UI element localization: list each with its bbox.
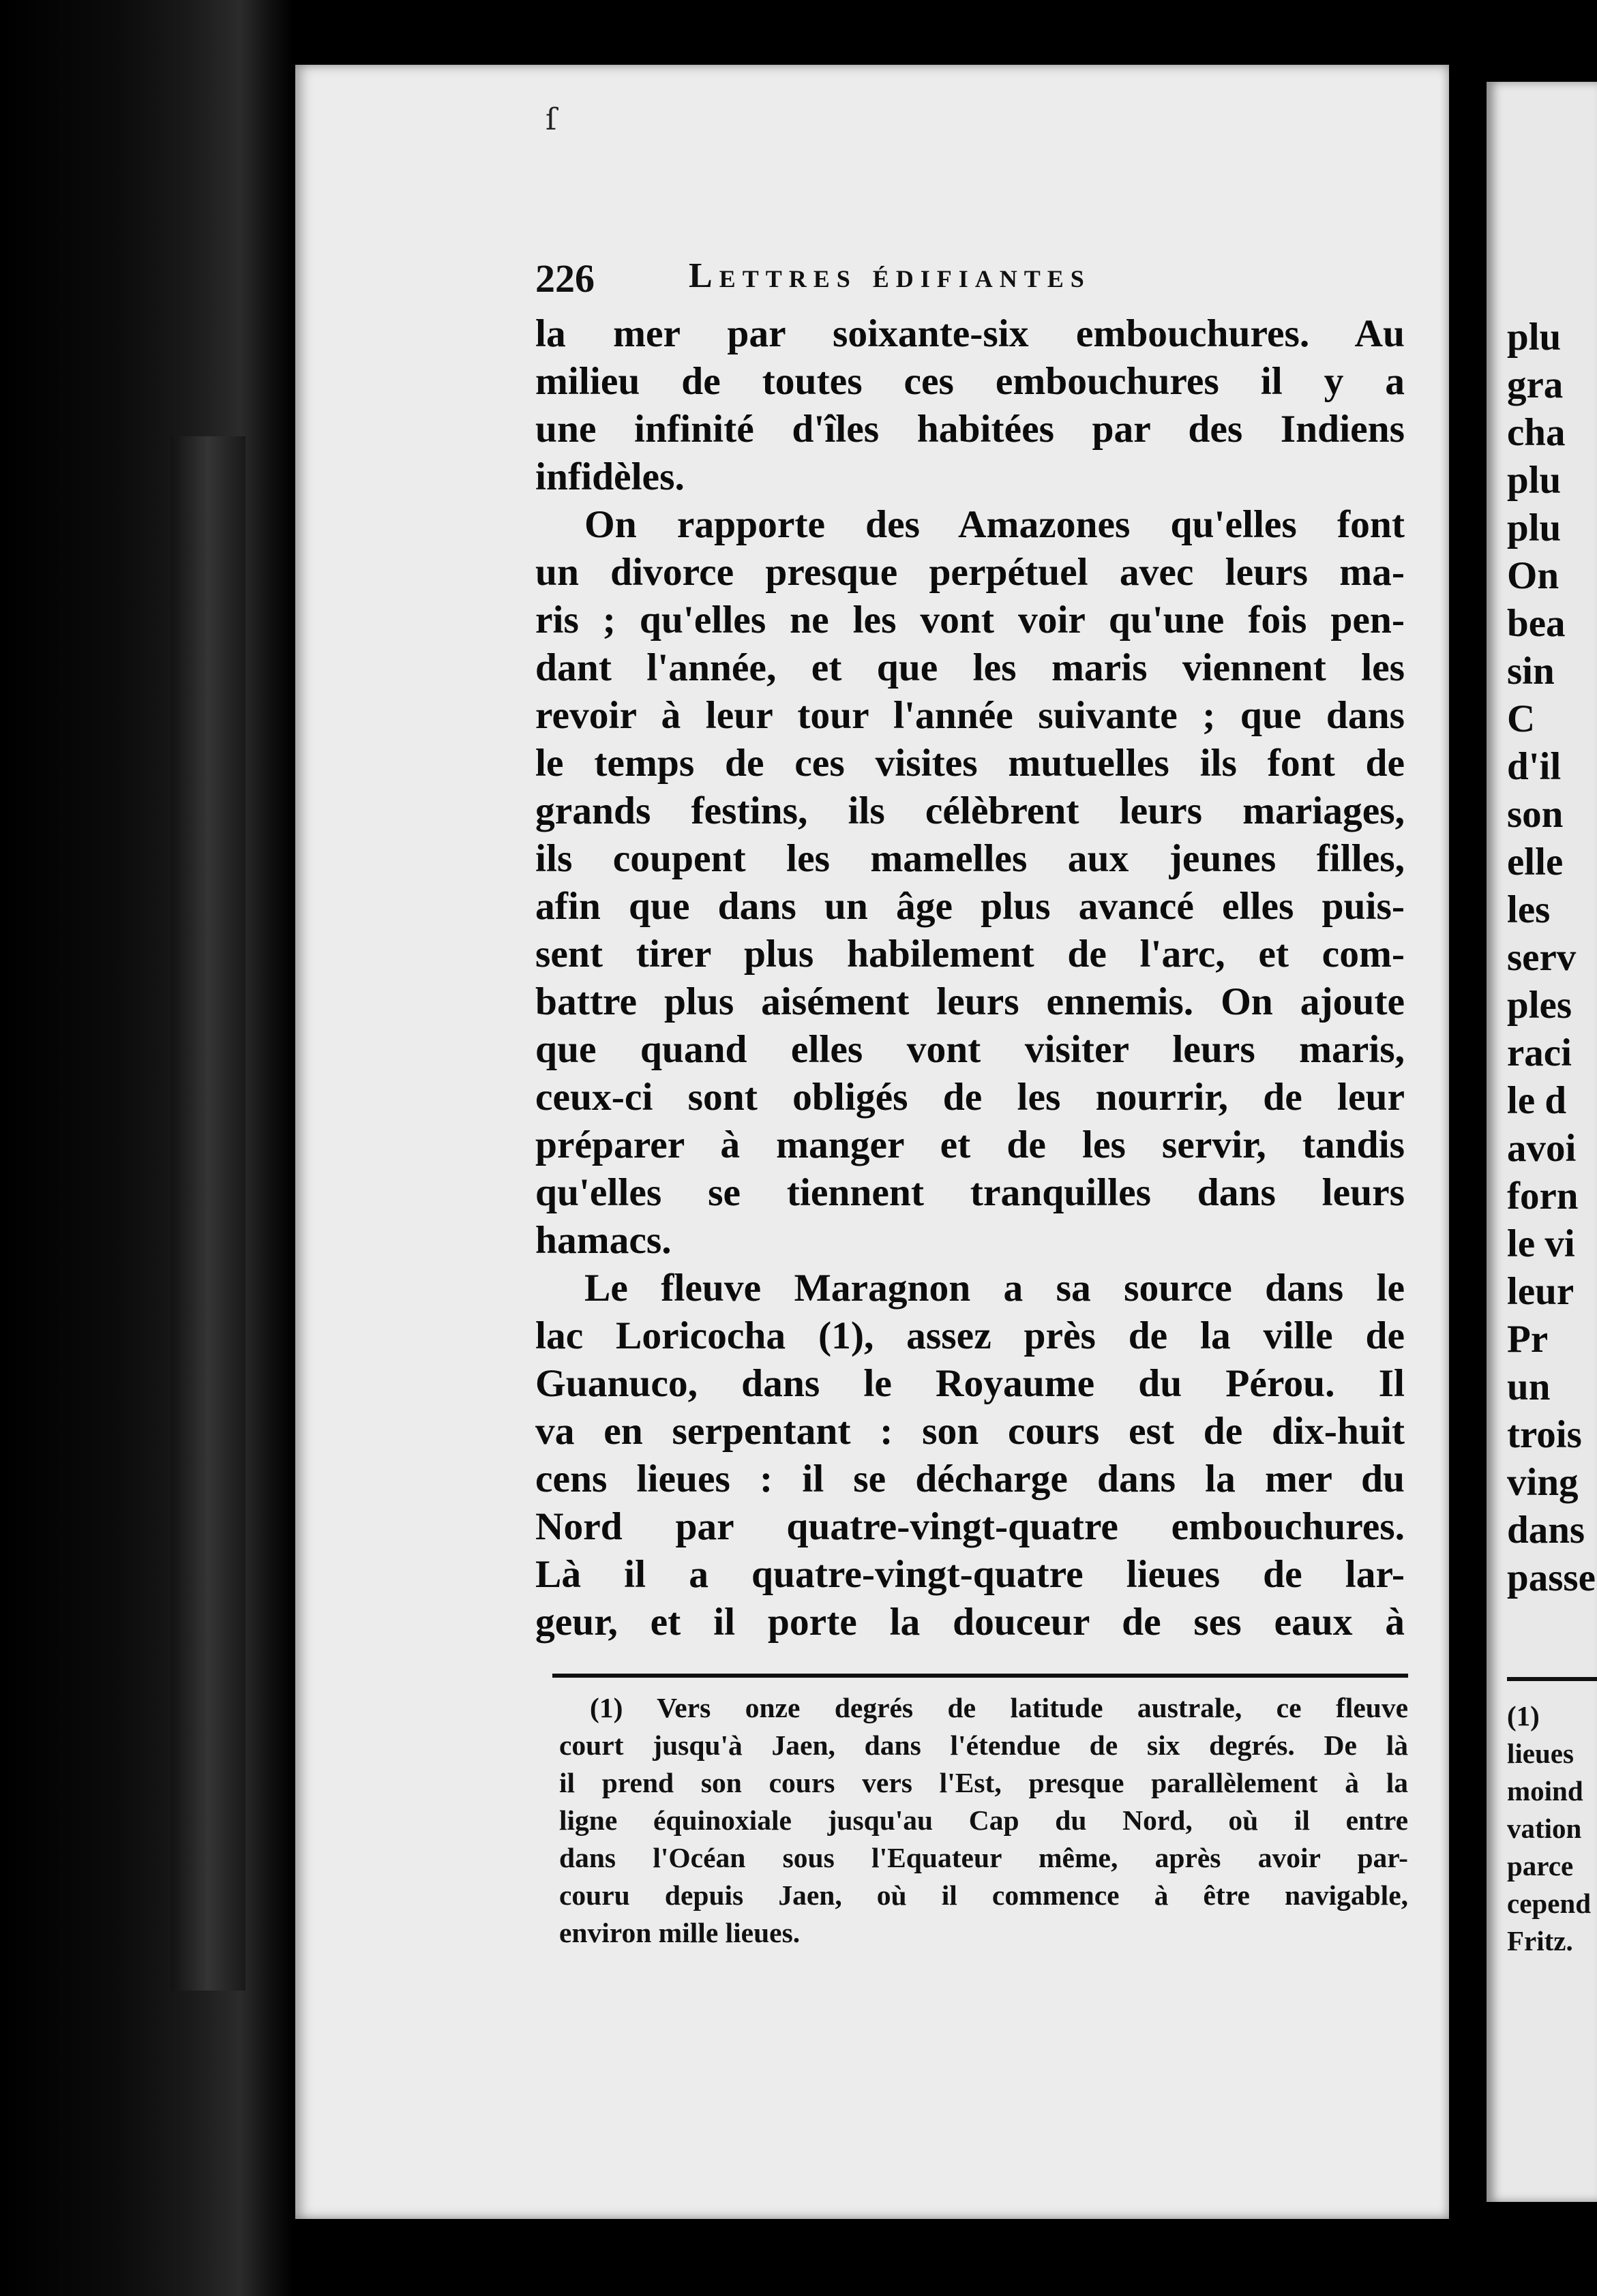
- text-line: ris ; qu'elles ne les vont voir qu'une fois pen-: [535, 599, 1405, 641]
- text-line: qu'elles se tiennent tranquilles dans leurs: [535, 1171, 1405, 1214]
- facing-page-text: [1507, 314, 1596, 1602]
- binding-edge: [170, 436, 245, 1991]
- facing-page: [1487, 82, 1597, 2202]
- book-gutter: [0, 0, 293, 2296]
- footnote-line: court jusqu'à Jaen, dans l'étendue de six degrés. De là: [559, 1729, 1408, 1761]
- text-line: On rapporte des Amazones qu'elles font: [584, 503, 1405, 546]
- text-line: la mer par soixante-six embouchures. Au: [535, 312, 1405, 355]
- facing-text-line: bea: [1507, 602, 1566, 645]
- facing-text-line: On: [1507, 554, 1559, 597]
- text-line: préparer à manger et de les servir, tandis: [535, 1123, 1405, 1166]
- text-line: geur, et il porte la douceur de ses eaux à: [535, 1601, 1405, 1644]
- facing-text-line: elle: [1507, 841, 1564, 883]
- footnote-line: il prend son cours vers l'Est, presque parallèlement à la: [559, 1767, 1408, 1798]
- facing-text-line: leur: [1507, 1270, 1574, 1313]
- text-line: Nord par quatre-vingt-quatre embouchures.: [535, 1505, 1405, 1548]
- text-line: ceux-ci sont obligés de les nourrir, de leur: [535, 1076, 1405, 1119]
- facing-text-line: ples: [1507, 984, 1572, 1027]
- facing-text-line: ving: [1507, 1461, 1579, 1504]
- facing-text-line: dans: [1507, 1509, 1585, 1552]
- text-line: revoir à leur tour l'année suivante ; que dans: [535, 694, 1405, 737]
- facing-text-line: d'il: [1507, 745, 1562, 788]
- facing-text-line: passe: [1507, 1556, 1596, 1599]
- facing-text-line: plu: [1507, 459, 1562, 502]
- text-line: le temps de ces visites mutuelles ils font de: [535, 742, 1405, 785]
- facing-footnote-line: vation: [1507, 1813, 1582, 1844]
- facing-footnote-line: (1): [1507, 1700, 1540, 1732]
- footnote-line: environ mille lieues.: [559, 1917, 801, 1948]
- text-line: Là il a quatre-vingt-quatre lieues de lar-: [535, 1553, 1405, 1596]
- facing-footnote-line: lieues: [1507, 1738, 1574, 1769]
- text-line: Guanuco, dans le Royaume du Pérou. Il: [535, 1362, 1405, 1405]
- text-line: va en serpentant : son cours est de dix-huit: [535, 1410, 1405, 1453]
- running-title: Lettres édifiantes: [689, 256, 1091, 295]
- facing-text-line: un: [1507, 1365, 1551, 1408]
- footnote-line: dans l'Océan sous l'Equateur même, après avoir par-: [559, 1842, 1408, 1873]
- top-ink-mark: ſ: [546, 102, 557, 137]
- text-line: une infinité d'îles habitées par des Indiens: [535, 408, 1405, 451]
- facing-text-line: avoi: [1507, 1127, 1577, 1170]
- running-head: [535, 256, 1224, 303]
- text-line: milieu de toutes ces embouchures il y a: [535, 360, 1405, 403]
- text-line: cens lieues : il se décharge dans la mer du: [535, 1457, 1405, 1500]
- facing-text-line: sin: [1507, 650, 1555, 693]
- text-line: ils coupent les mamelles aux jeunes filles,: [535, 837, 1405, 880]
- facing-text-line: cha: [1507, 411, 1566, 454]
- facing-footnote-line: parce: [1507, 1850, 1574, 1882]
- facing-footnote-line: cepend: [1507, 1888, 1591, 1919]
- facing-text-line: forn: [1507, 1175, 1579, 1218]
- facing-text-line: serv: [1507, 936, 1577, 979]
- text-line: sent tirer plus habilement de l'arc, et com-: [535, 933, 1405, 976]
- facing-footnotes: [1507, 1697, 1591, 1960]
- facing-text-line: les: [1507, 888, 1551, 931]
- text-line: infidèles.: [535, 455, 685, 498]
- facing-text-line: gra: [1507, 363, 1564, 406]
- body-text: [535, 310, 1405, 1646]
- facing-footnote-line: Fritz.: [1507, 1925, 1573, 1957]
- facing-text-line: trois: [1507, 1413, 1582, 1456]
- page-number: 226: [535, 256, 595, 301]
- text-line: battre plus aisément leurs ennemis. On ajoute: [535, 980, 1405, 1023]
- text-line: hamacs.: [535, 1219, 672, 1262]
- text-line: Le fleuve Maragnon a sa source dans le: [584, 1267, 1405, 1310]
- facing-text-line: Pr: [1507, 1318, 1549, 1361]
- facing-text-line: plu: [1507, 316, 1562, 359]
- footnote-rule: [552, 1674, 1408, 1678]
- facing-footnote-rule: [1507, 1677, 1597, 1681]
- footnote-line: ligne équinoxiale jusqu'au Cap du Nord, où il entre: [559, 1804, 1408, 1836]
- footnotes: [559, 1689, 1408, 1952]
- footnote-line: couru depuis Jaen, où il commence à être navigable,: [559, 1879, 1408, 1911]
- facing-text-line: raci: [1507, 1031, 1572, 1074]
- facing-text-line: le d: [1507, 1079, 1567, 1122]
- text-line: afin que dans un âge plus avancé elles puis-: [535, 885, 1405, 928]
- text-line: un divorce presque perpétuel avec leurs ma-: [535, 551, 1405, 594]
- text-line: que quand elles vont visiter leurs maris,: [535, 1028, 1405, 1071]
- text-line: dant l'année, et que les maris viennent les: [535, 646, 1405, 689]
- footnote-line: (1) Vers onze degrés de latitude australe, ce fleuve: [590, 1692, 1408, 1723]
- facing-text-line: son: [1507, 793, 1564, 836]
- text-line: lac Loricocha (1), assez près de la ville de: [535, 1314, 1405, 1357]
- facing-text-line: C: [1507, 697, 1536, 740]
- text-line: grands festins, ils célèbrent leurs mariages,: [535, 789, 1405, 832]
- facing-text-line: le vi: [1507, 1222, 1575, 1265]
- facing-text-line: plu: [1507, 507, 1562, 549]
- facing-footnote-line: moind: [1507, 1775, 1583, 1807]
